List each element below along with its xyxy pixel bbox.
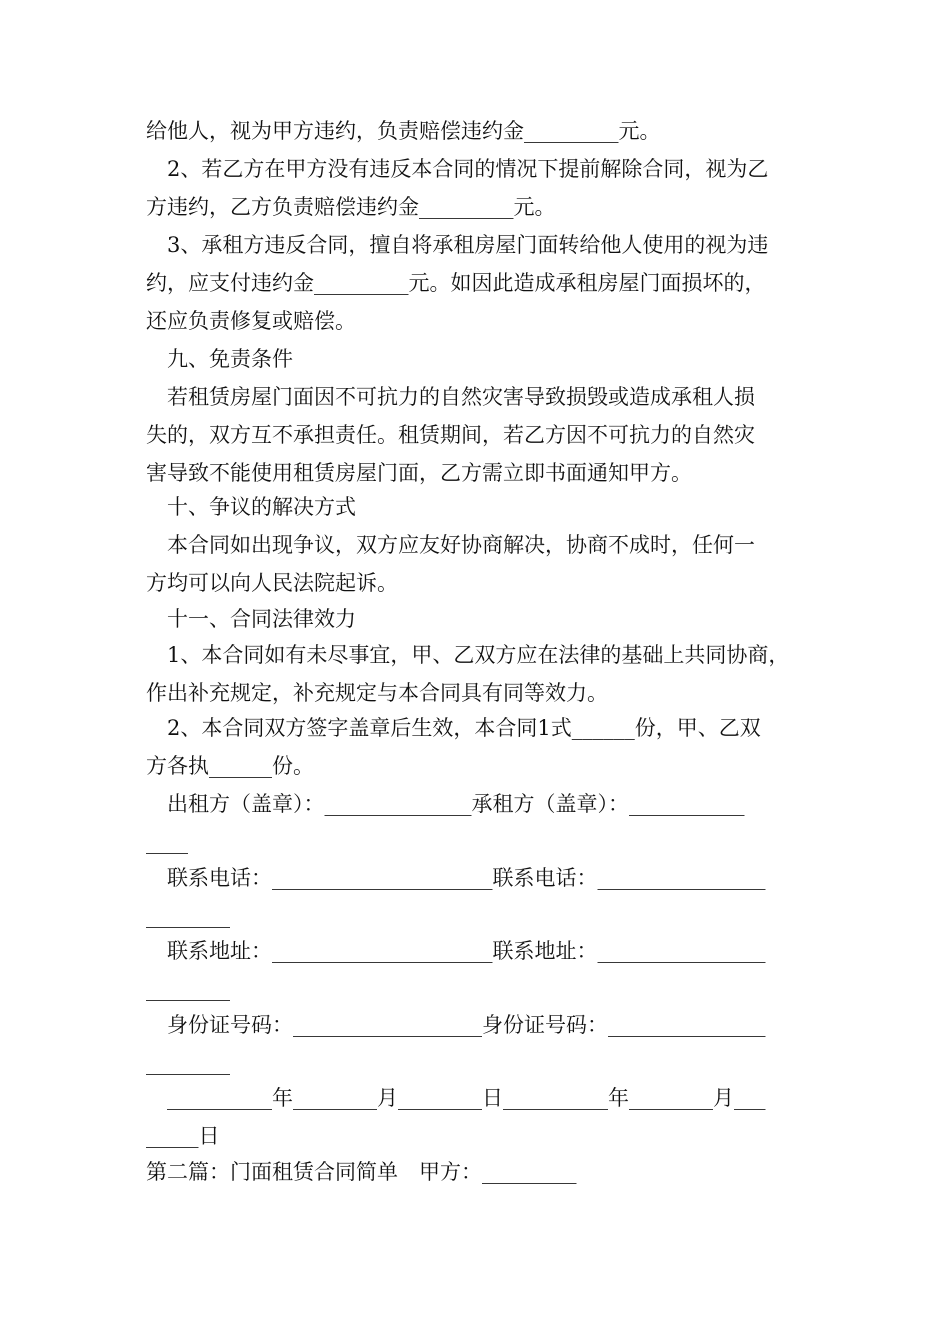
text-line: 方违约，乙方负责赔偿违约金_________元。 — [146, 195, 556, 219]
text-line: 方各执______份。 — [146, 754, 314, 778]
second-part-heading: 第二篇：门面租赁合同简单 甲方：_________ — [146, 1160, 577, 1184]
text-line: 约，应支付违约金_________元。如因此造成承租房屋门面损坏的， — [146, 271, 766, 295]
date-line: __________年________月________日__________年________月___ — [167, 1086, 766, 1110]
text-line: 方均可以向人民法院起诉。 — [146, 571, 398, 595]
text-line: 给他人，视为甲方违约，负责赔偿违约金_________元。 — [146, 119, 661, 143]
text-line: 害导致不能使用租赁房屋门面，乙方需立即书面通知甲方。 — [146, 461, 692, 485]
text-line: 2、本合同双方签字盖章后生效，本合同1式______份，甲、乙双 — [167, 716, 761, 740]
text-line: 还应负责修复或赔偿。 — [146, 309, 356, 333]
text-line: 3、承租方违反合同，擅自将承租房屋门面转给他人使用的视为违 — [167, 233, 769, 257]
text-line: 作出补充规定，补充规定与本合同具有同等效力。 — [146, 681, 608, 705]
phone-line-cont: ________ — [146, 904, 230, 928]
text-line: 本合同如出现争议，双方应友好协商解决，协商不成时，任何一 — [167, 533, 755, 557]
text-line: 2、若乙方在甲方没有违反本合同的情况下提前解除合同，视为乙 — [167, 157, 769, 181]
address-line: 联系地址：_____________________联系地址：________________ — [167, 939, 766, 963]
text-line: 失的，双方互不承担责任。租赁期间，若乙方因不可抗力的自然灾 — [146, 423, 755, 447]
text-line: 若租赁房屋门面因不可抗力的自然灾害导致损毁或造成承租人损 — [167, 385, 755, 409]
signature-line-lessor: 出租方（盖章）：______________承租方（盖章）：___________ — [167, 792, 745, 816]
text-line: 1、本合同如有未尽事宜，甲、乙双方应在法律的基础上共同协商， — [167, 643, 790, 667]
signature-line-cont: ____ — [146, 830, 188, 854]
phone-line: 联系电话：_____________________联系电话：________________ — [167, 866, 766, 890]
section-heading: 十、争议的解决方式 — [167, 495, 356, 519]
id-number-line: 身份证号码：__________________身份证号码：_______________ — [167, 1013, 766, 1037]
address-line-cont: ________ — [146, 977, 230, 1001]
id-number-line-cont: ________ — [146, 1051, 230, 1075]
date-line-cont: _____日 — [146, 1124, 220, 1148]
section-heading: 九、免责条件 — [167, 347, 293, 371]
section-heading: 十一、合同法律效力 — [167, 607, 356, 631]
